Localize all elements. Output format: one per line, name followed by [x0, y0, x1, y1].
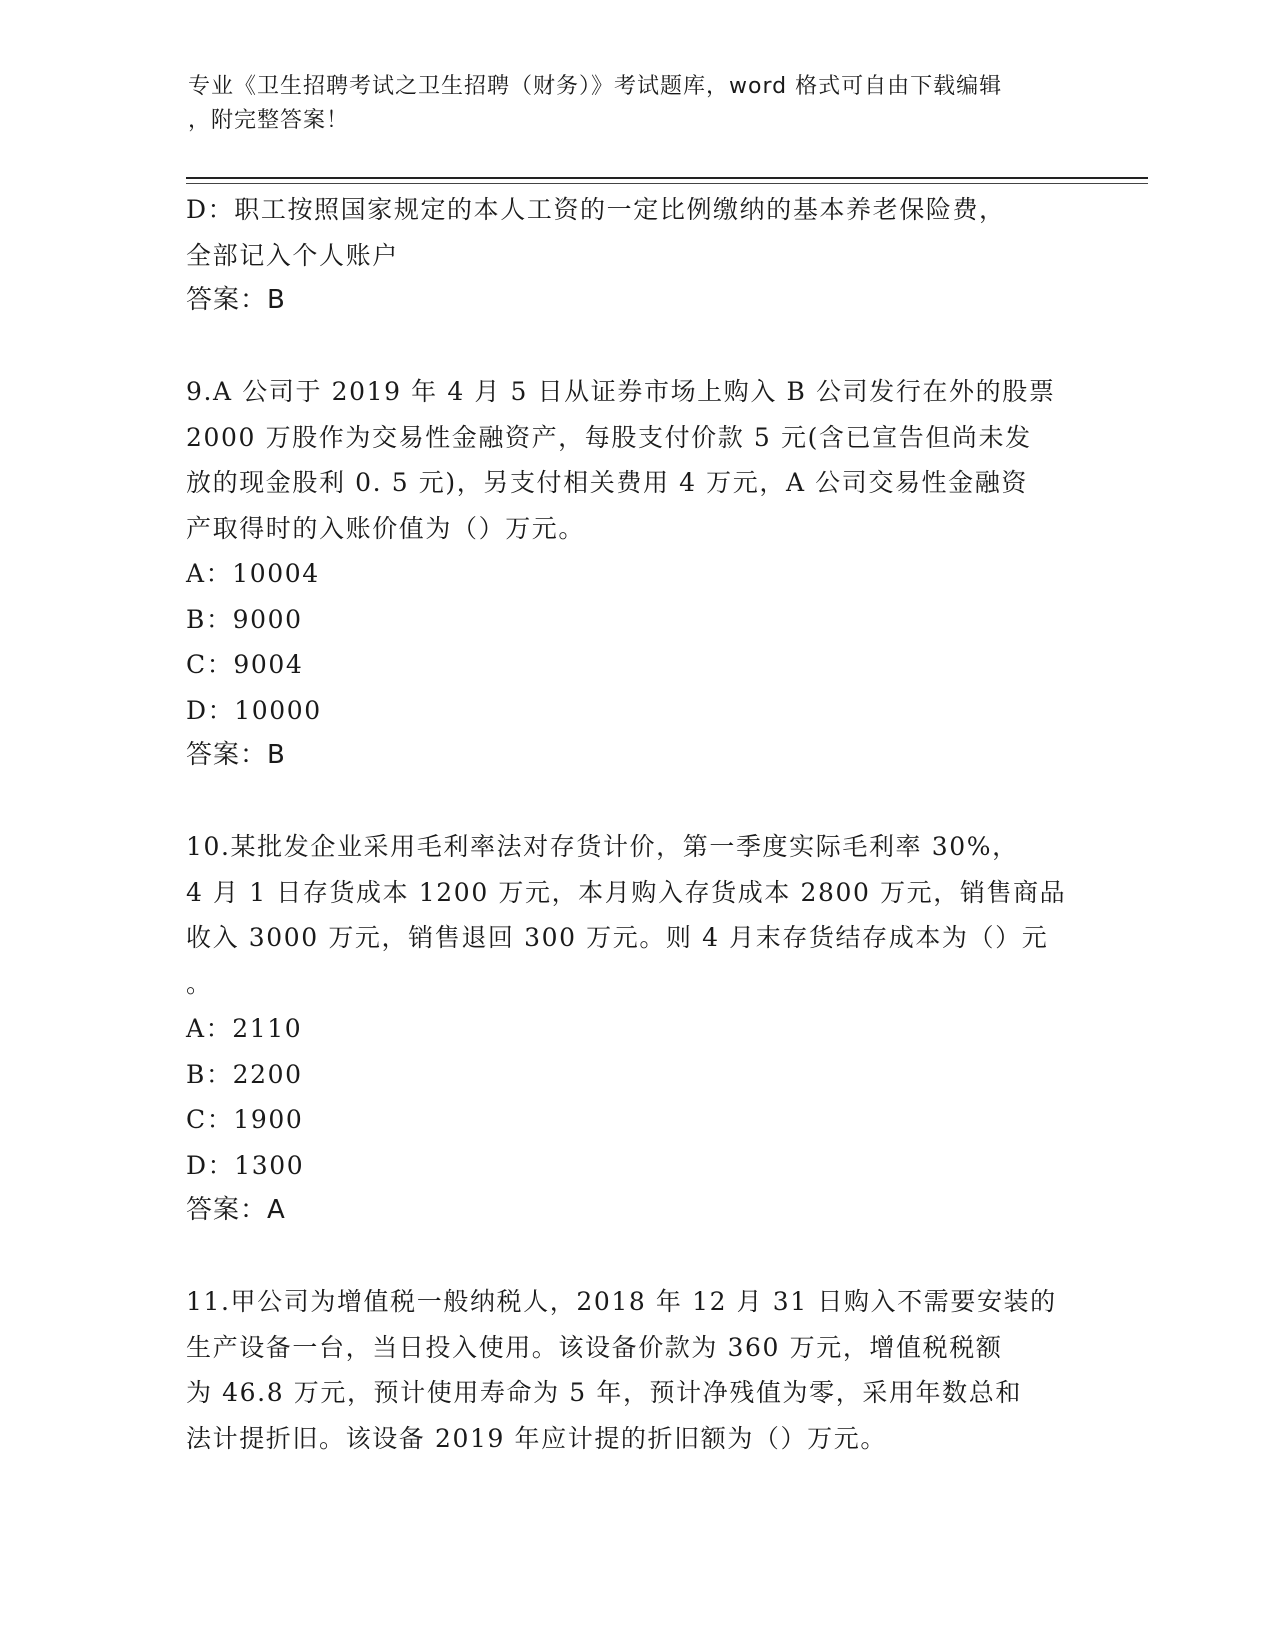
document-header	[188, 70, 1088, 138]
answer-line: 答案：B	[186, 285, 286, 315]
question-text-line: 生产设备一台，当日投入使用。该设备价款为 360 万元，增值税税额	[186, 1332, 1003, 1362]
option-c: C：9004	[186, 650, 304, 679]
question-11	[186, 1279, 1086, 1461]
option-d: D：1300	[186, 1150, 305, 1180]
spacer	[186, 324, 1086, 370]
option-d: D：10000	[186, 695, 322, 725]
question-body	[186, 187, 1086, 1461]
question-text-line: 放的现金股利 0. 5 元)，另支付相关费用 4 万元，A 公司交易性金融资	[186, 468, 1028, 497]
header-line-2: ，附完整答案！	[188, 108, 350, 133]
question-text-line: 4 月 1 日存货成本 1200 万元，本月购入存货成本 2800 万元，销售商品	[186, 877, 1067, 907]
header-rule-thin	[186, 183, 1148, 184]
question-text-line: 10.某批发企业采用毛利率法对存货计价，第一季度实际毛利率 30%，	[186, 832, 1019, 861]
question-text-line: 法计提折旧。该设备 2019 年应计提的折旧额为（）万元。	[186, 1423, 887, 1453]
header-rule-thick	[186, 177, 1148, 179]
question-text-line: 11.甲公司为增值税一般纳税人，2018 年 12 月 31 日购入不需要安装的	[186, 1287, 1057, 1316]
question-text-line: 全部记入个人账户	[186, 240, 399, 270]
option-c: C：1900	[186, 1105, 304, 1134]
header-line-1: 专业《卫生招聘考试之卫生招聘（财务）》考试题库，word 格式可自由下载编辑	[188, 74, 1003, 99]
answer-line: 答案：A	[186, 1195, 286, 1225]
question-text-line: 。	[186, 968, 213, 998]
question-8-fragment	[186, 187, 1086, 324]
question-10	[186, 824, 1086, 1234]
option-b: B：2200	[186, 1059, 303, 1089]
question-text-line: 产取得时的入账价值为（）万元。	[186, 513, 586, 543]
spacer	[186, 779, 1086, 825]
question-text-line: 9.A 公司于 2019 年 4 月 5 日从证券市场上购入 B 公司发行在外的股票	[186, 377, 1056, 406]
question-text-line: D：职工按照国家规定的本人工资的一定比例缴纳的基本养老保险费，	[186, 195, 1006, 224]
spacer	[186, 1234, 1086, 1280]
question-text-line: 为 46.8 万元，预计使用寿命为 5 年，预计净残值为零，采用年数总和	[186, 1378, 1022, 1407]
question-9	[186, 369, 1086, 779]
question-text-line: 2000 万股作为交易性金融资产，每股支付价款 5 元(含已宣告但尚未发	[186, 422, 1032, 452]
answer-line: 答案：B	[186, 740, 286, 770]
option-a: A：2110	[186, 1014, 303, 1043]
question-text-line: 收入 3000 万元，销售退回 300 万元。则 4 月末存货结存成本为（）元	[186, 923, 1049, 952]
option-a: A：10004	[186, 559, 320, 588]
option-b: B：9000	[186, 604, 303, 634]
